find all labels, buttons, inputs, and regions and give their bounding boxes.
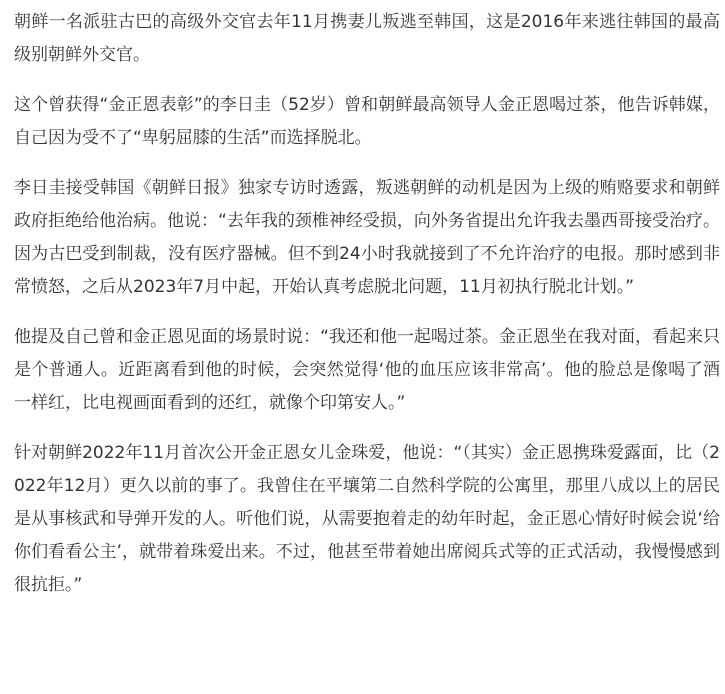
paragraph-4: 他提及自己曾和金正恩见面的场景时说：“我还和他一起喝过茶。金正恩坐在我对面，看起来只是个普通人。近距离看到他的时候，会突然觉得‘他的血压应该非常高’。他的脸总是像喝了酒一样红，比电视画面看到的还红，就像个印第安人。” bbox=[14, 327, 720, 413]
paragraph-5: 针对朝鲜2022年11月首次公开金正恩女儿金珠爱，他说：“（其实）金正恩携珠爱露面，比（2022年12月）更久以前的事了。我曾住在平壤第二自然科学院的公寓里，那里八成以上的居民是从事核武和导弹开发的人。听他们说，从需要抱着走的幼年时起，金正恩心情好时候会说‘给你们看看公主’，就带着珠爱出来。不过，他甚至带着她出席阅兵式等的正式活动，我慢慢感到很抗拒。” bbox=[14, 443, 720, 595]
paragraph-3: 李日圭接受韩国《朝鲜日报》独家专访时透露，叛逃朝鲜的动机是因为上级的贿赂要求和朝鲜政府拒绝给他治病。他说：“去年我的颈椎神经受损，向外务省提出允许我去墨西哥接受治疗。因为古巴受到制裁，没有医疗器械。但不到24小时我就接到了不允许治疗的电报。那时感到非常愤怒，之后从2023年7月中起，开始认真考虑脱北问题，11月初执行脱北计划。” bbox=[14, 178, 720, 297]
paragraph-1: 朝鲜一名派驻古巴的高级外交官去年11月携妻儿叛逃至韩国，这是2016年来逃往韩国的最高级别朝鲜外交官。 bbox=[14, 12, 720, 65]
paragraph-2: 这个曾获得“金正恩表彰”的李日圭（52岁）曾和朝鲜最高领导人金正恩喝过茶，他告诉韩媒，自己因为受不了“卑躬屈膝的生活”而选择脱北。 bbox=[14, 95, 720, 148]
